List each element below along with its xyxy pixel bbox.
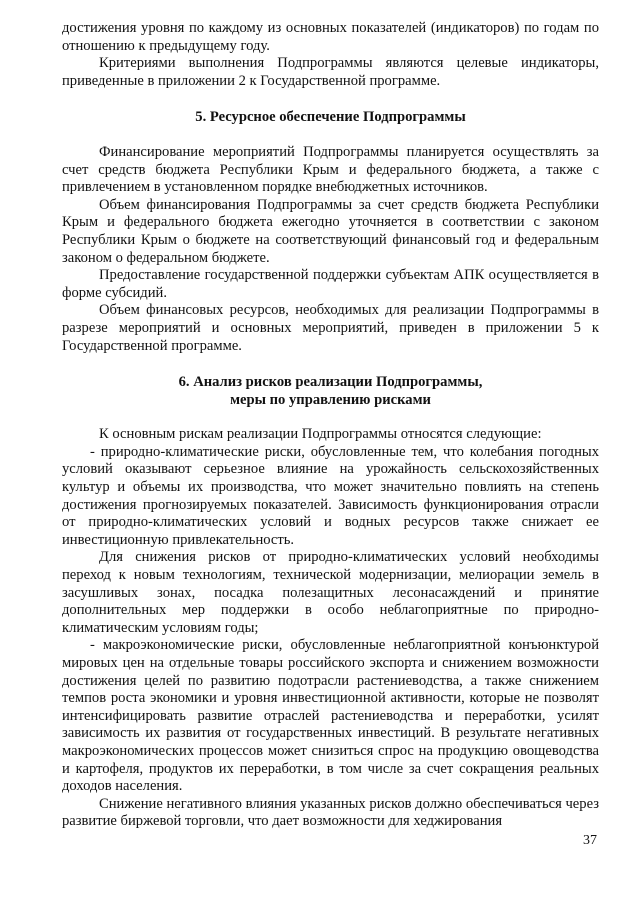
document-page: [62, 20, 599, 831]
intro-paragraph-2: Критериями выполнения Подпрограммы являются целевые индикаторы, приведенные в приложении 2 к Государственной программе.: [62, 55, 599, 89]
intro-paragraph-1: достижения уровня по каждому из основных показателей (индикаторов) по годам по отношению к предыдущему году.: [62, 20, 599, 54]
section-5-paragraph-3: Предоставление государственной поддержки субъектам АПК осуществляется в форме субсидий.: [62, 267, 599, 301]
page-number: 37: [583, 833, 597, 848]
section-6-heading-line-2: меры по управлению рисками: [230, 391, 431, 408]
section-6-paragraph-3: Снижение негативного влияния указанных рисков должно обеспечиваться через развитие биржевой торговли, что дает возможности для хеджирования: [62, 795, 599, 830]
section-6-paragraph-1: К основным рискам реализации Подпрограммы относятся следующие:: [99, 426, 542, 443]
section-5-paragraph-1: Финансирование мероприятий Подпрограммы планируется осуществлять за счет средств бюджета Республики Крым и федерального бюджета, а также с привлечением в установленном порядке внебюджетных источников.: [62, 143, 599, 196]
section-6-heading-line-1: 6. Анализ рисков реализации Подпрограммы,: [178, 374, 483, 391]
section-6-bullet-2: - макроэкономические риски, обусловленные неблагоприятной конъюнктурой мировых цен на отдельные товары российского экспорта и снижением возможности достижения целей по развитию подотрасли растениеводства, а также снижением темпов роста экономики и уровня инвестиционной активности, которые не позволят интенсифицировать развитие отраслей растениеводства и переработки, усилят зависимость их развития от государственных инвестиций. В результате негативных макроэкономических процессов может снизиться спрос на продукцию овощеводства и картофеля, продуктов их переработки, в том числе за счет сокращения реальных доходов населения.: [62, 637, 599, 795]
section-6-bullet-1: - природно-климатические риски, обусловленные тем, что колебания погодных условий оказывают серьезное влияние на урожайность сельскохозяйственных культур и объемы их производства, что может значительно повлиять на степень достижения прогнозируемых показателей. Зависимость функционирования отрасли от природно-климатических условий и водных ресурсов также снижает ее инвестиционную привлекательность.: [62, 443, 599, 548]
section-5-heading: 5. Ресурсное обеспечение Подпрограммы: [195, 109, 466, 126]
section-5-paragraph-2: Объем финансирования Подпрограммы за счет средств бюджета Республики Крым и федерального бюджета ежегодно уточняется в соответствии с законом Республики Крым о бюджете на соответствующий финансовый год и федеральным законом о федеральном бюджете.: [62, 196, 599, 266]
section-6-paragraph-2: Для снижения рисков от природно-климатических условий необходимы переход к новым технологиям, технической модернизации, мелиорации земель в засушливых зонах, посадка полезащитных лесонасаждений и принятие дополнительных мер поддержки в особо неблагоприятные по природно-климатическим условиям годы;: [62, 549, 599, 636]
section-5-paragraph-4: Объем финансовых ресурсов, необходимых для реализации Подпрограммы в разрезе мероприятий и основных мероприятий, приведен в приложении 5 к Государственной программе.: [62, 302, 599, 354]
